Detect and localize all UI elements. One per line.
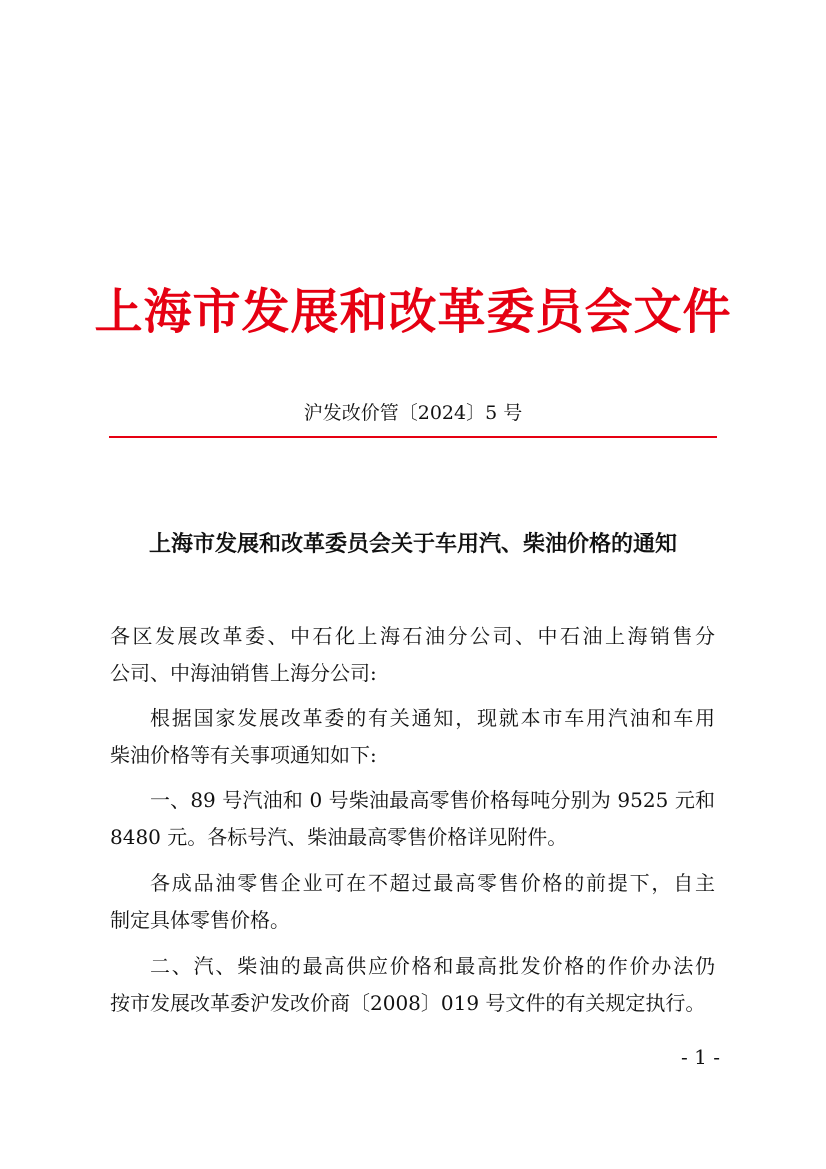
red-divider-line bbox=[109, 436, 717, 438]
item-1-line-1: 一、89 号汽油和 0 号柴油最高零售价格每吨分别为 9525 元和 bbox=[150, 788, 715, 812]
notice-title: 上海市发展和改革委员会关于车用汽、柴油价格的通知 bbox=[148, 531, 677, 557]
item-2-line-2: 按市发展改革委沪发改价商〔2008〕019 号文件的有关规定执行。 bbox=[110, 991, 706, 1015]
item-2-line-1: 二、汽、柴油的最高供应价格和最高批发价格的作价办法仍 bbox=[150, 954, 715, 978]
addressee-line-2: 公司、中海油销售上海分公司: bbox=[110, 661, 377, 685]
intro-line-1: 根据国家发展改革委的有关通知，现就本市车用汽油和车用 bbox=[150, 706, 715, 730]
document-number: 沪发改价管〔2024〕5 号 bbox=[303, 402, 523, 424]
item-1-note-line-1: 各成品油零售企业可在不超过最高零售价格的前提下，自主 bbox=[150, 871, 715, 895]
item-1-note-line-2: 制定具体零售价格。 bbox=[110, 908, 290, 932]
page-number: - 1 - bbox=[681, 1045, 720, 1069]
document-header-title: 上海市发展和改革委员会文件 bbox=[94, 284, 732, 340]
intro-line-2: 柴油价格等有关事项通知如下: bbox=[110, 743, 377, 767]
item-1-line-2: 8480 元。各标号汽、柴油最高零售价格详见附件。 bbox=[110, 825, 568, 849]
addressee-line-1: 各区发展改革委、中石化上海石油分公司、中石油上海销售分 bbox=[110, 624, 715, 648]
